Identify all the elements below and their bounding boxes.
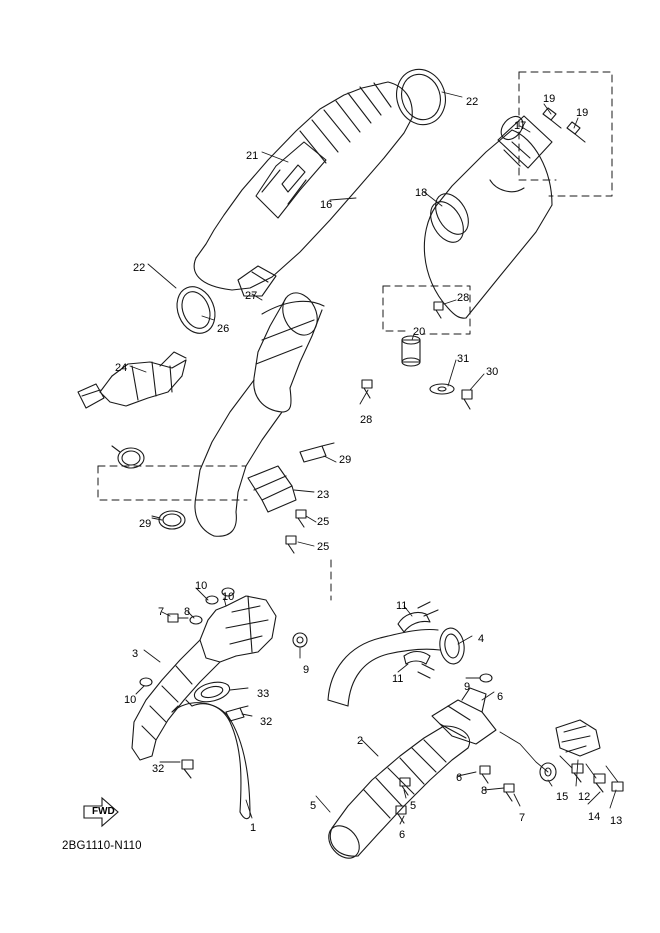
callout-number: 7: [158, 606, 165, 618]
callout-number: 32: [260, 716, 273, 728]
callout-number: 10: [124, 694, 137, 706]
callout-number: 15: [556, 791, 569, 803]
callout-number: 18: [415, 187, 428, 199]
callout-number: 24: [115, 362, 128, 374]
callout-number: 22: [466, 96, 479, 108]
callout-number: 31: [457, 353, 470, 365]
callout-number: 22: [133, 262, 146, 274]
callout-number: 8: [184, 606, 191, 618]
callout-number: 33: [257, 688, 270, 700]
callout-number: 28: [457, 292, 470, 304]
callout-number: 25: [317, 516, 330, 528]
callout-number: 11: [392, 673, 404, 685]
fwd-label: FWD: [92, 806, 115, 817]
diagram-id-code: 2BG1110-N110: [62, 840, 142, 852]
callout-number: 6: [399, 829, 406, 841]
callout-number: 9: [303, 664, 310, 676]
callout-number: 2: [357, 735, 364, 747]
callout-number: 10: [222, 591, 235, 603]
callout-number: 5: [310, 800, 317, 812]
callout-number: 10: [195, 580, 208, 592]
callout-number: 12: [578, 791, 591, 803]
callout-number: 14: [588, 811, 601, 823]
callout-number: 8: [481, 785, 488, 797]
callout-number: 16: [320, 199, 333, 211]
callout-number: 20: [413, 326, 426, 338]
callout-number: 13: [610, 815, 623, 827]
callout-number: 23: [317, 489, 330, 501]
callout-number: 27: [245, 290, 258, 302]
callout-number: 25: [317, 541, 330, 553]
callout-number: 29: [339, 454, 352, 466]
callout-number: 32: [152, 763, 165, 775]
callout-number: 3: [132, 648, 139, 660]
callout-number: 7: [519, 812, 526, 824]
callout-number: 19: [576, 107, 589, 119]
callout-number: 5: [410, 800, 417, 812]
callout-number: 26: [217, 323, 230, 335]
callout-number: 6: [497, 691, 504, 703]
callout-number: 1: [250, 822, 257, 834]
callout-number: 6: [456, 772, 463, 784]
callout-number: 29: [139, 518, 152, 530]
callout-number: 30: [486, 366, 499, 378]
callout-number: 28: [360, 414, 373, 426]
callout-number: 11: [396, 600, 408, 612]
callout-number: 4: [478, 633, 485, 645]
callout-number: 9: [464, 681, 471, 693]
callout-number: 21: [246, 150, 259, 162]
callout-number: 17: [514, 120, 527, 132]
callout-number: 19: [543, 93, 556, 105]
